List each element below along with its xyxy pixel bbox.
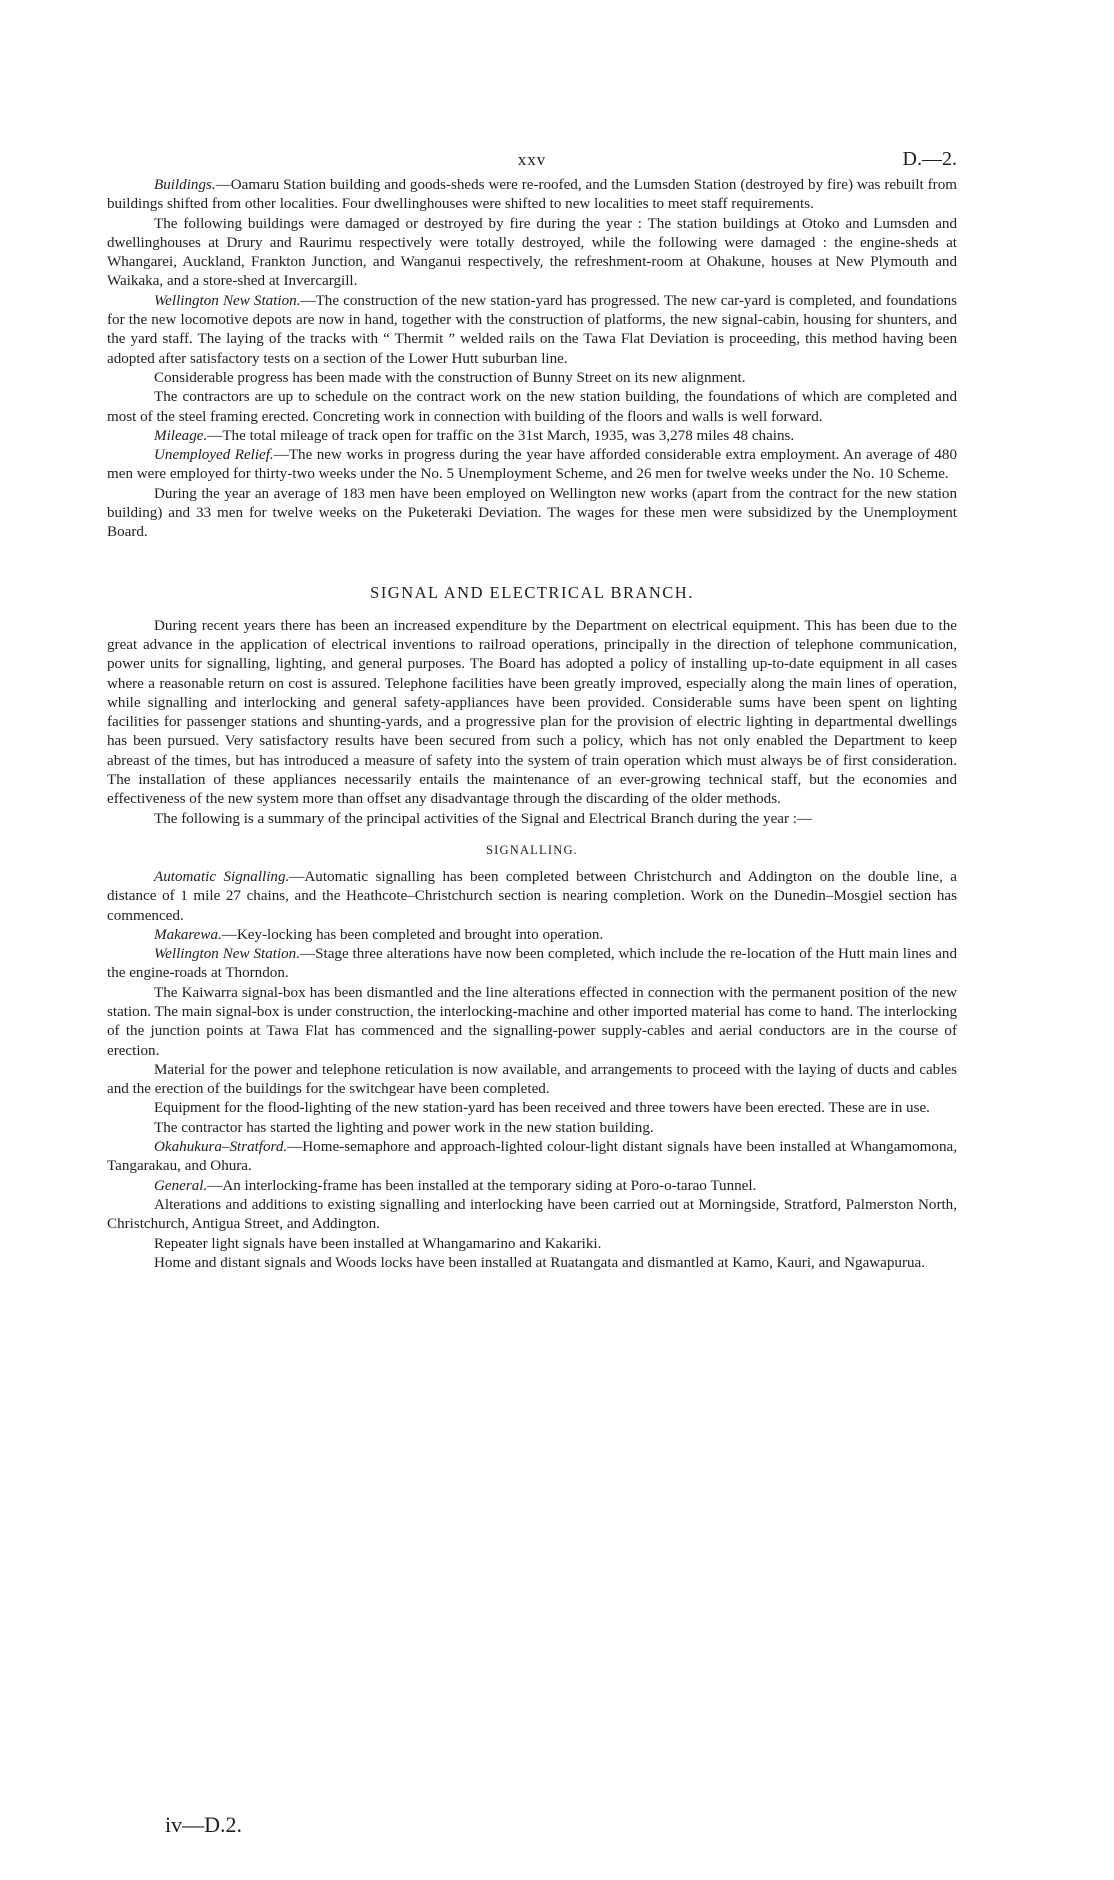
paragraph	[107, 1138, 957, 1177]
paragraph-text: Material for the power and telephone reticulation is now available, and arrangements to proceed with the laying of ducts and cables and the erection of the buildings for the switchgear have been completed.	[107, 1061, 957, 1098]
paragraph-lead: Makarewa.	[154, 926, 222, 943]
paragraph-text: —The total mileage of track open for traffic on the 31st March, 1935, was 3,278 miles 48 chains.	[207, 427, 795, 444]
paragraph-text: Equipment for the flood-lighting of the new station-yard has been received and three towers have been erected. These are in use.	[154, 1100, 930, 1117]
paragraph	[107, 369, 957, 388]
paragraph-text: —Key-locking has been completed and brought into operation.	[221, 926, 604, 943]
document-page	[107, 148, 957, 1273]
paragraph	[107, 485, 957, 543]
paragraph	[107, 926, 957, 945]
paragraph	[107, 984, 957, 1061]
paragraph-text: The contractor has started the lighting and power work in the new station building.	[154, 1119, 654, 1136]
paragraph	[107, 1119, 957, 1138]
paragraph-text: The following buildings were damaged or destroyed by fire during the year : The station buildings at Otoko and Lumsden and dwellinghouses at Drury and Raurimu respectively were totally destroyed, while the following were damaged : the engine-sheds at Whangarei, Auckland, Frankton Junction, and Wanganui respectively, the refreshment-room at Ohakune, houses at New Plymouth and Waikaka, and a store-shed at Invercargill.	[107, 215, 957, 290]
paragraph	[107, 388, 957, 427]
paragraph-text: Considerable progress has been made with the construction of Bunny Street on its new alignment.	[154, 369, 746, 386]
paragraph	[107, 868, 957, 926]
paragraph	[107, 1235, 957, 1254]
paragraph	[107, 810, 957, 829]
paragraph-text: The contractors are up to schedule on the contract work on the new station building, the foundations of which are completed and most of the steel framing erected. Concreting work in connection with building of the floors and walls is well forward.	[107, 389, 957, 425]
paragraph-text: —Oamaru Station building and goods-sheds were re-roofed, and the Lumsden Station (destroyed by fire) was rebuilt from buildings shifted from other localities. Four dwellinghouses were shifted to new localities to meet staff requirements.	[107, 177, 957, 213]
paragraph-text: —Automatic signalling has been completed between Christchurch and Addington on the double line, a distance of 1 mile 27 chains, and the Heathcote–Christchurch section is nearing completion. Work on the Dunedin–Mosgiel section has commenced.	[107, 868, 957, 924]
paragraph-lead: General.	[154, 1177, 208, 1194]
subsection-heading: SIGNALLING.	[485, 842, 578, 857]
paragraph-lead: Wellington New Station.	[154, 292, 301, 309]
page-number: xxv	[517, 150, 547, 169]
paragraph	[107, 617, 957, 810]
paragraph-text: During recent years there has been an increased expenditure by the Department on electrical equipment. This has been due to the great advance in the application of electrical inventions to railroad operations, principally in the direction of telephone communication, power units for signalling, lighting, and general purposes. The Board has adopted a policy of installing up-to-date equipment in all cases where a reasonable return on cost is assured. Telephone facilities have been greatly improved, especially along the main lines of operation, while signalling and interlocking and general safety-appliances have been provided. Considerable sums have been spent on lighting facilities for passenger stations and shunting-yards, and a progressive plan for the provision of electric lighting in departmental dwellings has been pursued. Very satisfactory results have been secured from such a policy, which has not only enabled the Department to keep abreast of the times, but has introduced a measure of safety into the system of train operation which must always be of first consideration. The installation of these appliances necessarily entails the maintenance of an ever-growing technical staff, but the economies and effectiveness of the new system more than offset any disadvantage through the discarding of the older methods.	[107, 617, 957, 808]
paragraph	[107, 215, 957, 292]
document-reference: D.—2.	[902, 148, 957, 170]
paragraph-text: —Stage three alterations have now been completed, which include the re-location of the Hutt main lines and the engine-roads at Thorndon.	[107, 946, 957, 982]
paragraph-lead: Okahukura–Stratford.	[154, 1139, 288, 1156]
paragraph-lead: Automatic Signalling.	[154, 868, 290, 885]
paragraph-lead: Unemployed Relief.	[154, 447, 274, 464]
paragraph-text: Repeater light signals have been installed at Whangamarino and Kakariki.	[154, 1235, 602, 1252]
paragraph-text: —An interlocking-frame has been installed at the temporary siding at Poro-o-tarao Tunnel.	[207, 1177, 757, 1194]
page-signature: iv—D.2.	[165, 1812, 242, 1837]
paragraph-text: Alterations and additions to existing signalling and interlocking have been carried out at Morningside, Stratford, Palmerston North, Christchurch, Antigua Street, and Addington.	[107, 1196, 957, 1233]
paragraph-lead: Buildings.	[154, 177, 216, 193]
paragraph	[107, 427, 957, 446]
paragraph-lead: Wellington New Station.	[154, 946, 301, 963]
paragraph	[107, 1254, 957, 1273]
paragraph	[107, 1196, 957, 1235]
paragraph	[107, 945, 957, 984]
paragraph-text: —The construction of the new station-yard has progressed. The new car-yard is completed, and foundations for the new locomotive depots are now in hand, together with the construction of platforms, the new signal-cabin, housing for shunters, and the yard staff. The laying of the tracks with “ Thermit ” welded rails on the Tawa Flat Deviation is proceeding, this method having been adopted after satisfactory tests on a section of the Lower Hutt suburban line.	[107, 292, 957, 367]
buildings-section	[107, 176, 957, 543]
paragraph	[107, 176, 957, 215]
paragraph-text: During the year an average of 183 men have been employed on Wellington new works (apart from the contract for the new station building) and 33 men for twelve weeks on the Puketeraki Deviation. The wages for these men were subsidized by the Unemployment Board.	[107, 485, 957, 541]
paragraph	[107, 446, 957, 485]
paragraph-lead: Mileage.	[154, 427, 208, 444]
section-heading: SIGNAL AND ELECTRICAL BRANCH.	[370, 582, 694, 602]
paragraph-text: Home and distant signals and Woods locks have been installed at Ruatangata and dismantled at Kamo, Kauri, and Ngawapurua.	[154, 1254, 926, 1271]
paragraph	[107, 1177, 957, 1196]
paragraph-text: The following is a summary of the principal activities of the Signal and Electrical Branch during the year :—	[154, 810, 813, 827]
page-header	[107, 148, 957, 174]
paragraph-text: —Home-semaphore and approach-lighted colour-light distant signals have been installed at Whangamomona, Tangarakau, and Ohura.	[107, 1139, 957, 1175]
paragraph	[107, 1099, 957, 1118]
paragraph-text: The Kaiwarra signal-box has been dismantled and the line alterations effected in connection with the permanent position of the new station. The main signal-box is under construction, the interlocking-machine and other imported material has come to hand. The interlocking of the junction points at Tawa Flat has commenced and the signalling-power supply-cables and aerial conductors are in the course of erection.	[107, 984, 957, 1059]
paragraph-text: —The new works in progress during the year have afforded considerable extra employment. An average of 480 men were employed for thirty-two weeks under the No. 5 Unemployment Scheme, and 26 men for twelve weeks under the No. 10 Scheme.	[107, 447, 957, 483]
signal-electrical-section	[107, 617, 957, 1274]
paragraph	[107, 1061, 957, 1100]
paragraph	[107, 292, 957, 369]
